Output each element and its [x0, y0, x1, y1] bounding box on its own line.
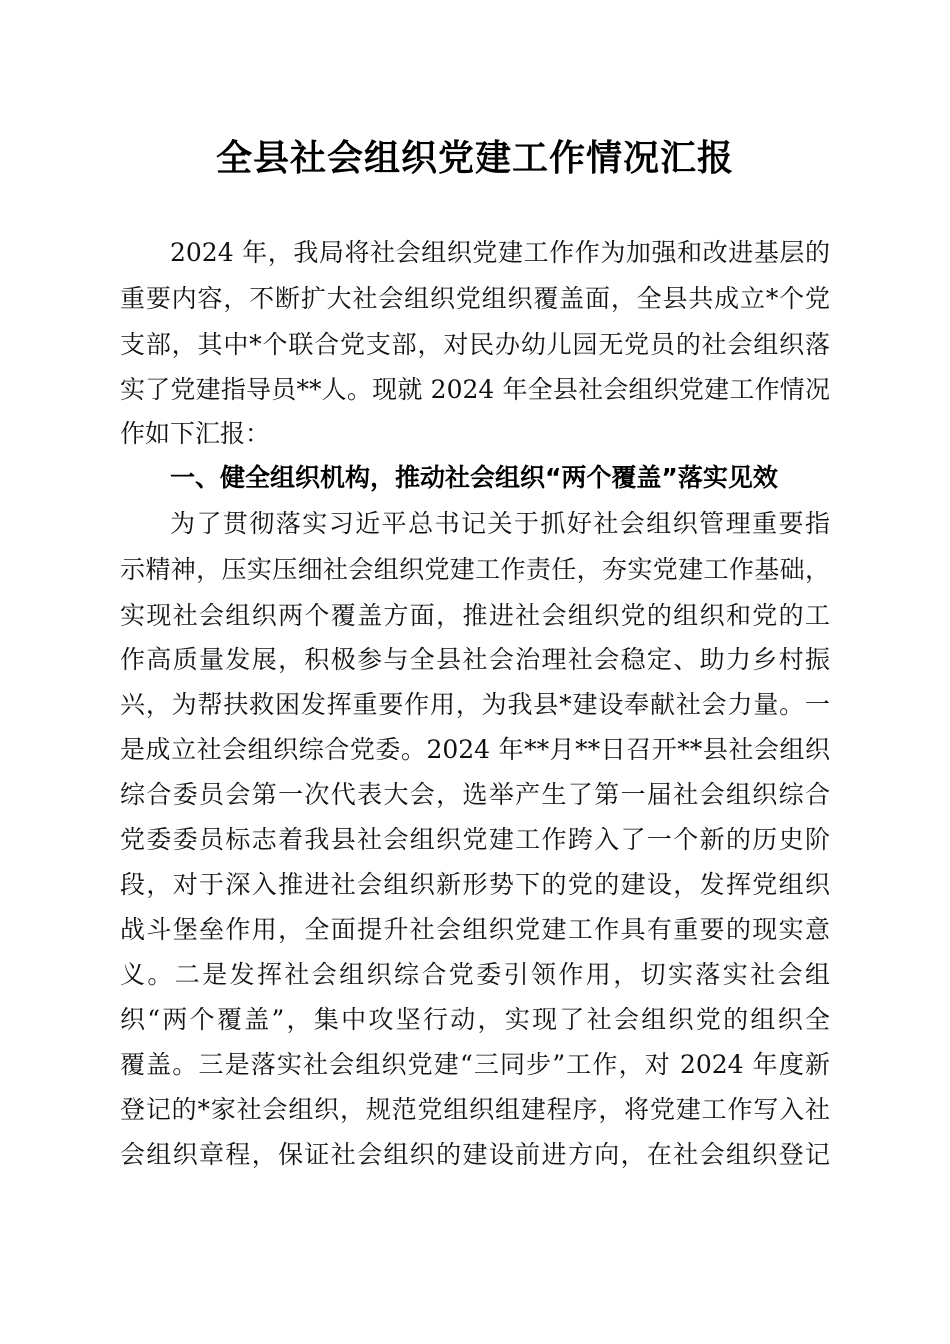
paragraph2-line: 是成立社会组织综合党委。2024 年**月**日召开**县社会组织	[120, 735, 830, 764]
paragraph2-line: 织“两个覆盖”，集中攻坚行动，实现了社会组织党的组织全	[120, 1005, 830, 1034]
paragraph1-line: 支部，其中*个联合党支部，对民办幼儿园无党员的社会组织落	[120, 330, 830, 359]
paragraph2-line: 覆盖。三是落实社会组织党建“三同步”工作，对 2024 年度新	[120, 1050, 830, 1079]
paragraph1-line: 实了党建指导员**人。现就 2024 年全县社会组织党建工作情况	[120, 375, 830, 404]
paragraph2-line: 兴，为帮扶救困发挥重要作用，为我县*建设奉献社会力量。一	[120, 690, 830, 719]
paragraph2-line: 实现社会组织两个覆盖方面，推进社会组织党的组织和党的工	[120, 601, 830, 630]
paragraph1-line: 重要内容，不断扩大社会组织党组织覆盖面，全县共成立*个党	[120, 284, 830, 313]
paragraph2-line: 登记的*家社会组织，规范党组织组建程序，将党建工作写入社	[120, 1095, 830, 1124]
paragraph2-line: 会组织章程，保证社会组织的建设前进方向，在社会组织登记	[120, 1140, 830, 1169]
section1-heading: 一、健全组织机构，推动社会组织“两个覆盖”落实见效	[170, 463, 778, 492]
paragraph2-line: 义。二是发挥社会组织综合党委引领作用，切实落实社会组	[120, 960, 830, 989]
paragraph2-line: 党委委员标志着我县社会组织党建工作跨入了一个新的历史阶	[120, 825, 830, 854]
document-title: 全县社会组织党建工作情况汇报	[215, 137, 734, 179]
paragraph2-line: 综合委员会第一次代表大会，选举产生了第一届社会组织综合	[120, 780, 830, 809]
paragraph2-line: 为了贯彻落实习近平总书记关于抓好社会组织管理重要指	[170, 509, 830, 538]
paragraph1-line: 2024 年，我局将社会组织党建工作作为加强和改进基层的	[170, 238, 830, 267]
paragraph2-line: 段，对于深入推进社会组织新形势下的党的建设，发挥党组织	[120, 870, 830, 899]
paragraph1-line: 作如下汇报：	[120, 419, 271, 448]
paragraph2-line: 战斗堡垒作用，全面提升社会组织党建工作具有重要的现实意	[120, 915, 830, 944]
paragraph2-line: 作高质量发展，积极参与全县社会治理社会稳定、助力乡村振	[120, 645, 830, 674]
paragraph2-line: 示精神，压实压细社会组织党建工作责任，夯实党建工作基础，	[120, 555, 830, 584]
